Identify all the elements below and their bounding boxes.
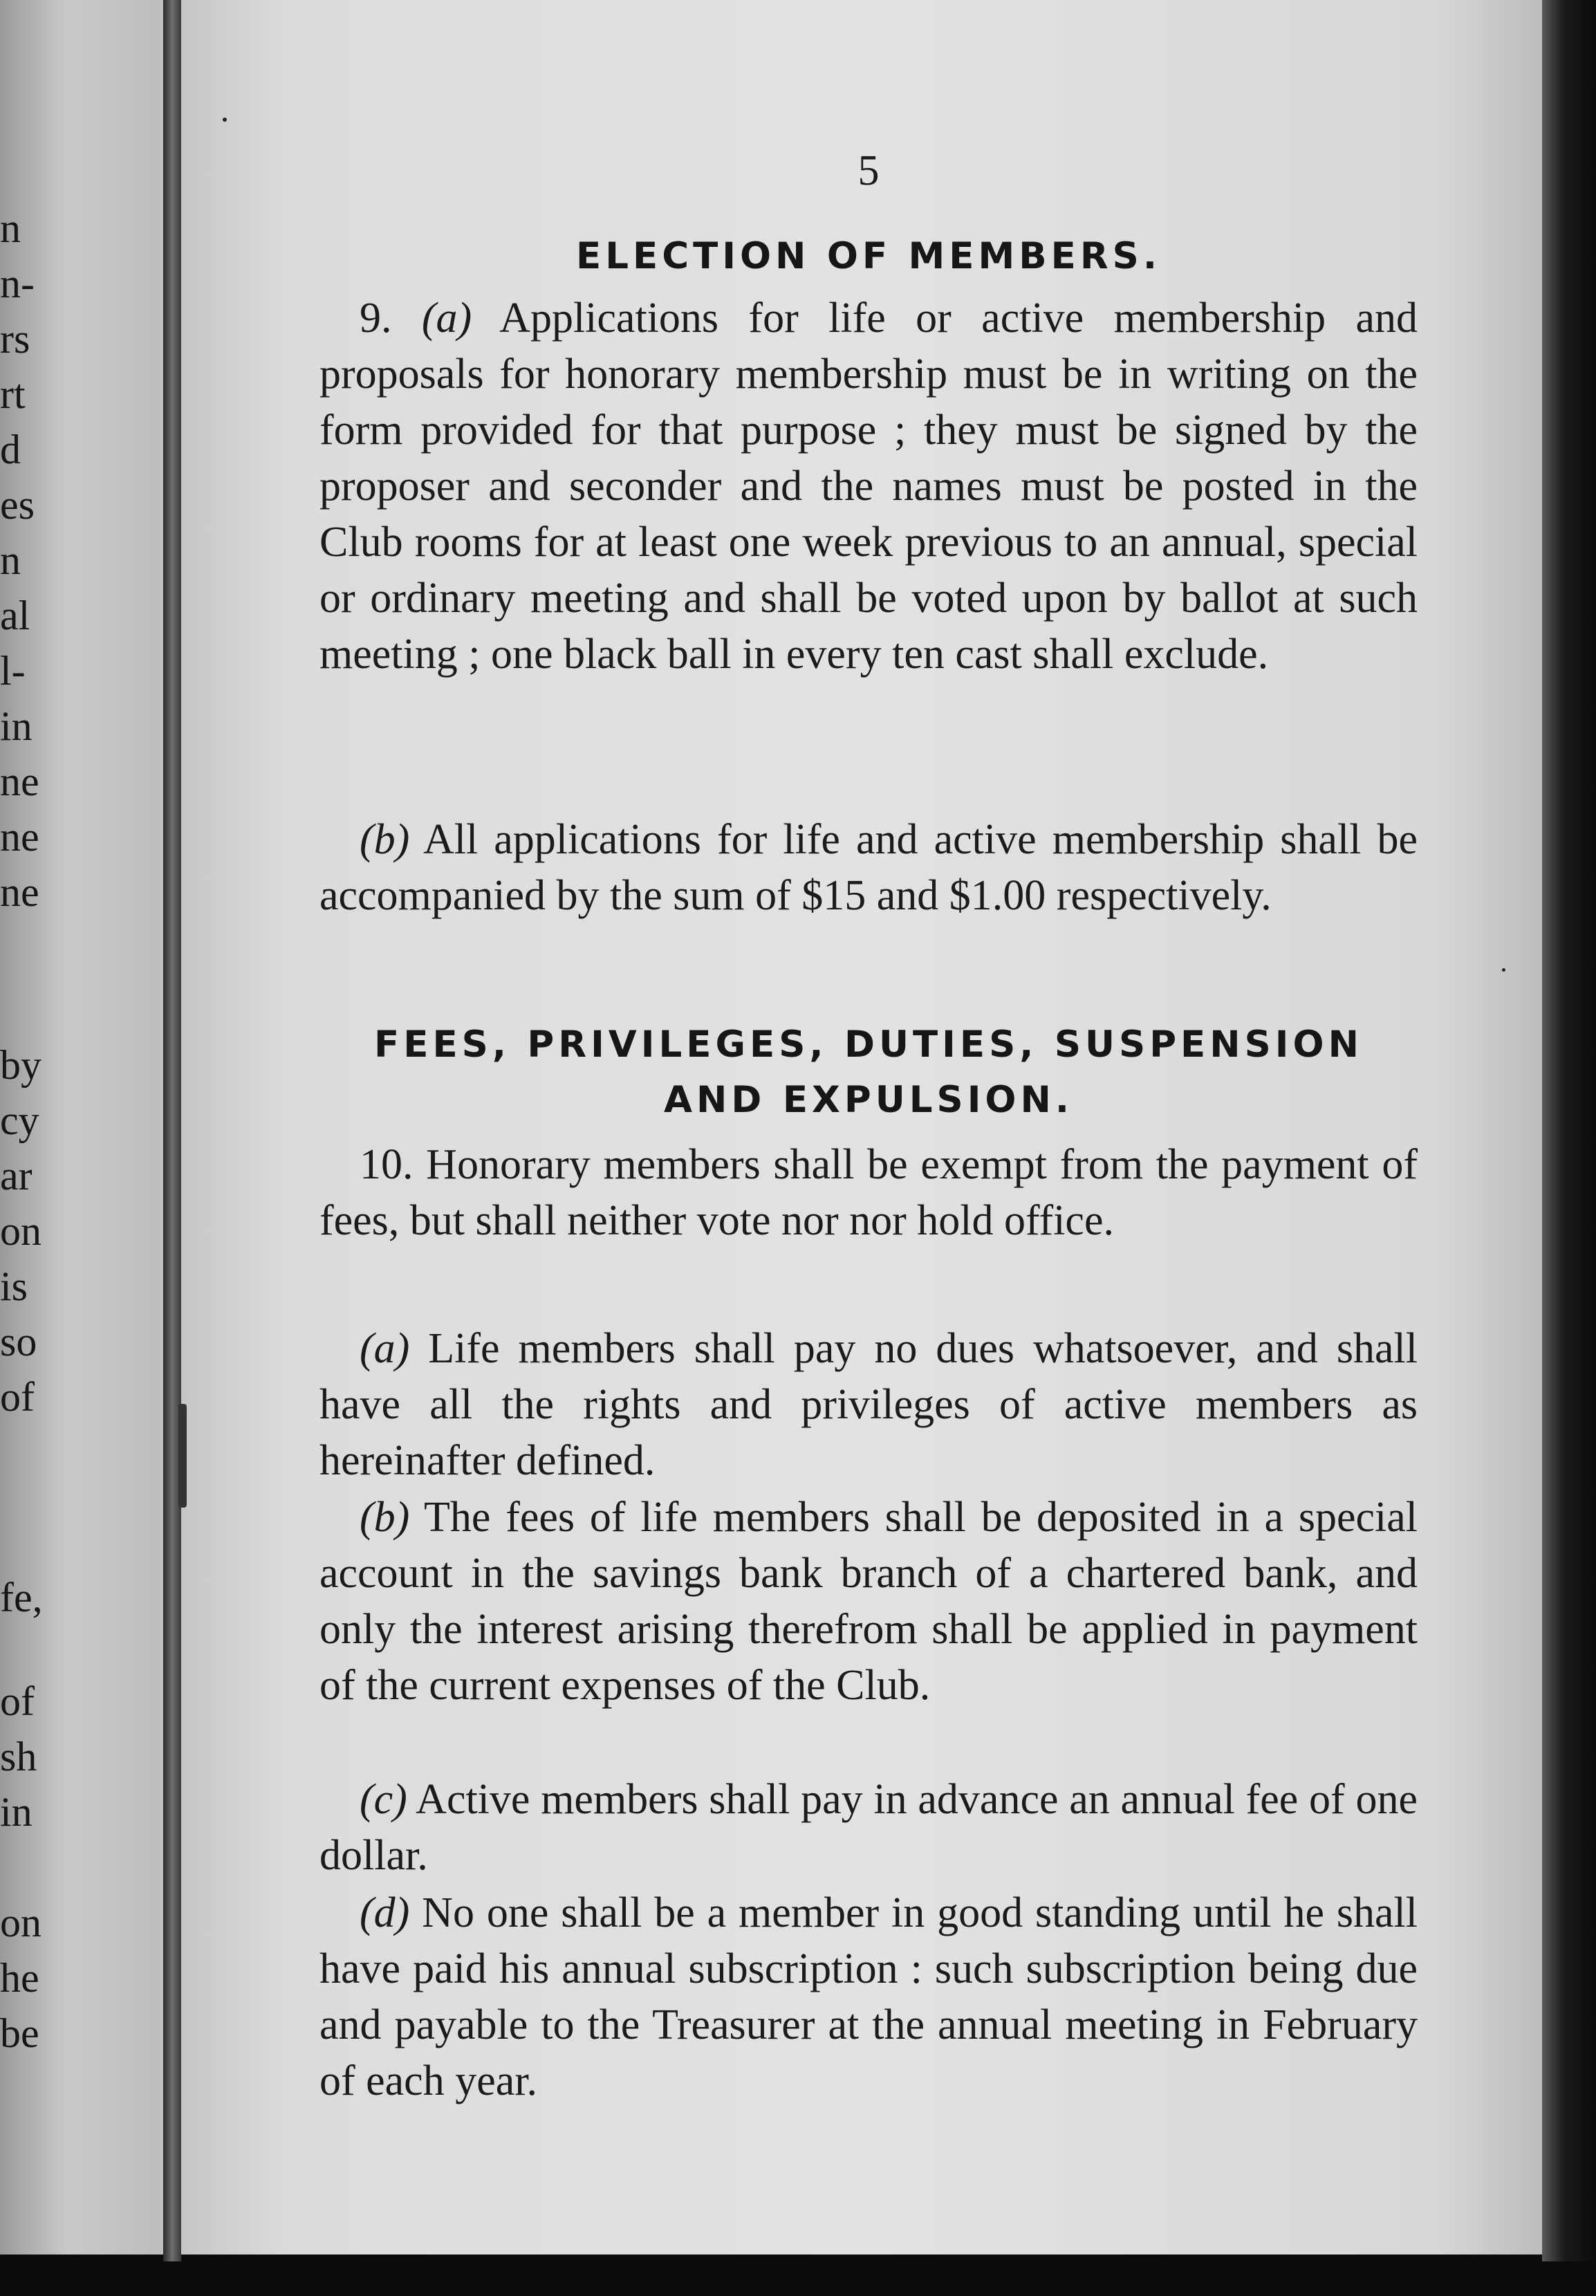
facing-page-fragment: n- xyxy=(0,261,35,306)
section-heading-fees-line2: AND EXPULSION. xyxy=(664,1079,1073,1121)
facing-page-edge xyxy=(0,0,166,2255)
page-number: 5 xyxy=(857,147,880,194)
paragraph-text: Life members shall pay no dues whatsoever, and shall have all the rights and privileges of active members as hereinafter defined. xyxy=(319,1325,1418,1484)
facing-page-fragment: cy xyxy=(0,1098,39,1143)
paper-speck xyxy=(223,118,227,122)
facing-page-fragment: rt xyxy=(0,371,26,417)
paragraph-text: The fees of life members shall be deposited in a special account in the savings bank branch of a chartered bank, and only the interest arising therefrom shall be applied in payment of the current expenses of the Club. xyxy=(319,1494,1418,1709)
facing-page-fragment: ne xyxy=(0,869,39,915)
paragraph-number: 9. xyxy=(360,295,422,342)
facing-page-fragment: al xyxy=(0,593,30,638)
binding-mark xyxy=(178,1404,187,1508)
paragraph-text: No one shall be a member in good standing until he shall have paid his annual subscription : such subscription being due and payable to the Treasurer at the annual meeting in February of each year. xyxy=(319,1889,1418,2104)
paragraph-text: Active members shall pay in advance an annual fee of one dollar. xyxy=(319,1776,1418,1879)
facing-page-fragment: ne xyxy=(0,814,39,860)
facing-page-fragment: of xyxy=(0,1678,35,1724)
paragraph-10: 10. Honorary members shall be exempt from the payment of fees, but shall neither vote nor nor hold office. xyxy=(319,1141,1418,1244)
paper-speck xyxy=(1502,968,1505,972)
clause-label: (c) xyxy=(360,1776,407,1823)
facing-page-fragment: l- xyxy=(0,648,26,694)
facing-page-fragment: ar xyxy=(0,1153,33,1198)
clause-label: (b) xyxy=(360,816,410,863)
facing-page-fragment: n xyxy=(0,537,21,583)
page-shadow-edge xyxy=(1542,0,1596,2261)
clause-label: (b) xyxy=(360,1494,410,1541)
facing-page-fragment: of xyxy=(0,1374,35,1420)
facing-page-fragment: sh xyxy=(0,1734,37,1779)
clause-label: (d) xyxy=(360,1889,410,1936)
clause-label: (a) xyxy=(360,1325,410,1372)
paragraph-10c xyxy=(319,1772,1418,1884)
facing-page-fragment: es xyxy=(0,482,35,528)
paragraph-text: All applications for life and active membership shall be accompanied by the sum of $15 and $1.00 respectively. xyxy=(319,816,1418,919)
facing-page-fragment: is xyxy=(0,1263,28,1309)
facing-page-fragment: by xyxy=(0,1042,41,1088)
paragraph-10a xyxy=(319,1321,1418,1489)
facing-page-fragment: n xyxy=(0,205,21,251)
paragraph-text: Applications for life or active membership and proposals for honorary membership must be in writing on the form provided for that purpose ; they must be signed by the proposer and seconder and the names must be posted in the Club rooms for at least one week previous to an annual, special or ordinary meeting and shall be voted upon by ballot at such meeting ; one black ball in every ten cast shall exclude. xyxy=(319,295,1418,678)
section-heading-election: ELECTION OF MEMBERS. xyxy=(576,235,1161,277)
facing-page-fragment: d xyxy=(0,427,21,472)
paragraph-9a xyxy=(319,290,1418,683)
paragraph-9b xyxy=(319,812,1418,924)
clause-label: (a) xyxy=(421,295,472,342)
paragraph-10d xyxy=(319,1885,1418,2109)
section-heading-fees-line1: FEES, PRIVILEGES, DUTIES, SUSPENSION xyxy=(374,1024,1363,1066)
facing-page-fragment: so xyxy=(0,1319,37,1364)
facing-page-fragment: in xyxy=(0,1789,33,1835)
facing-page-fragment: ne xyxy=(0,759,39,804)
document-page xyxy=(181,0,1542,2255)
facing-page-fragment: he xyxy=(0,1955,39,2001)
facing-page-fragment: in xyxy=(0,703,33,749)
paragraph-10b xyxy=(319,1490,1418,1714)
book-spine xyxy=(163,0,181,2261)
facing-page-fragment: fe, xyxy=(0,1575,43,1620)
facing-page-fragment: on xyxy=(0,1900,41,1945)
facing-page-fragment: on xyxy=(0,1208,41,1254)
facing-page-fragment: be xyxy=(0,2010,39,2056)
facing-page-fragment: rs xyxy=(0,316,30,362)
